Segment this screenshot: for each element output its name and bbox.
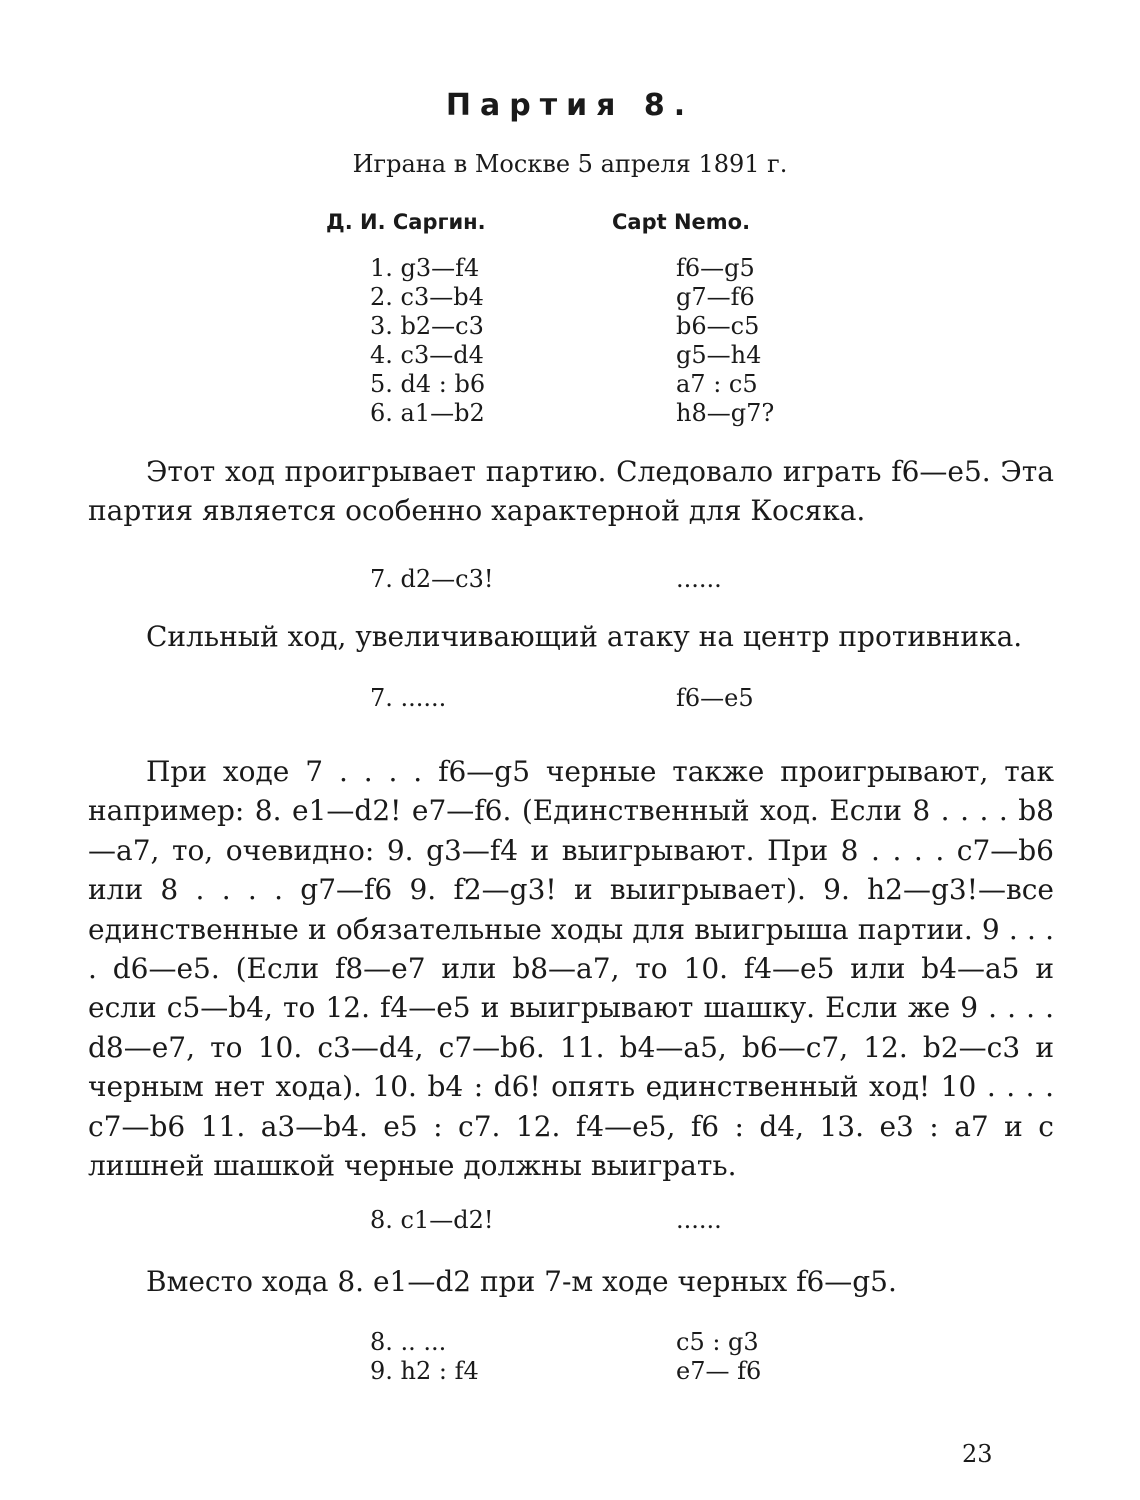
white-player: Д. И. Саргин. bbox=[326, 210, 486, 234]
white-move: 7. ...... bbox=[370, 684, 447, 712]
black-move: b6—c5 bbox=[676, 312, 760, 340]
page-number: 23 bbox=[962, 1440, 993, 1468]
black-move: ...... bbox=[676, 1206, 722, 1234]
game-subtitle: Играна в Москве 5 апреля 1891 г. bbox=[352, 150, 788, 178]
black-move: e7— f6 bbox=[676, 1357, 762, 1385]
game-title: Партия 8. bbox=[445, 88, 695, 123]
black-move: f6—e5 bbox=[676, 684, 754, 712]
black-move: f6—g5 bbox=[676, 254, 755, 282]
white-move: 1. g3—f4 bbox=[370, 254, 480, 282]
black-move: c5 : g3 bbox=[676, 1328, 759, 1356]
white-move: 4. c3—d4 bbox=[370, 341, 484, 369]
white-move: 6. a1—b2 bbox=[370, 399, 485, 427]
black-move: g7—f6 bbox=[676, 283, 755, 311]
black-move: a7 : c5 bbox=[676, 370, 758, 398]
white-move: 2. c3—b4 bbox=[370, 283, 484, 311]
white-move: 9. h2 : f4 bbox=[370, 1357, 479, 1385]
white-move: 3. b2—c3 bbox=[370, 312, 484, 340]
white-move: 5. d4 : b6 bbox=[370, 370, 486, 398]
comment-paragraph: Этот ход проигрывает партию. Следовало играть f6—e5. Эта партия является особенно характерной для Косяка. bbox=[88, 455, 1054, 528]
black-player: Capt Nemo. bbox=[612, 210, 751, 234]
comment-paragraph: Вместо хода 8. e1—d2 при 7-м ходе черных f6—g5. bbox=[146, 1265, 897, 1298]
comment-paragraph: Сильный ход, увеличивающий атаку на центр противника. bbox=[146, 620, 1023, 653]
black-move: ...... bbox=[676, 565, 722, 593]
black-move: h8—g7? bbox=[676, 399, 775, 427]
black-move: g5—h4 bbox=[676, 341, 762, 369]
comment-paragraph: При ходе 7 . . . . f6—g5 черные также проигрывают, так например: 8. e1—d2! e7—f6. (Единственный ход. Если 8 . . . . b8—a7, то, очевидно: 9. g3—f4 и выигрывают. При 8 . . . . c7—b6 или 8 . . . . g7—f6 9. f2—g3! и выигрывает). 9. h2—g3!—все единственные и обязательные ходы для выигрыша партии. 9 . . . . d6—e5. (Если f8—e7 или b8—a7, то 10. f4—e5 или b4—a5 и если c5—b4, то 12. f4—e5 и выигрывают шашку. Если же 9 . . . . d8—e7, то 10. c3—d4, c7—b6. 11. b4—a5, b6—c7, 12. b2—c3 и черным нет хода). 10. b4 : d6! опять единственный ход! 10 . . . . c7—b6 11. a3—b4. e5 : c7. 12. f4—e5, f6 : d4, 13. e3 : a7 и с лишней шашкой черные должны выиграть. bbox=[88, 755, 1054, 1183]
white-move: 8. c1—d2! bbox=[370, 1206, 494, 1234]
white-move: 8. .. ... bbox=[370, 1328, 447, 1356]
white-move: 7. d2—c3! bbox=[370, 565, 494, 593]
